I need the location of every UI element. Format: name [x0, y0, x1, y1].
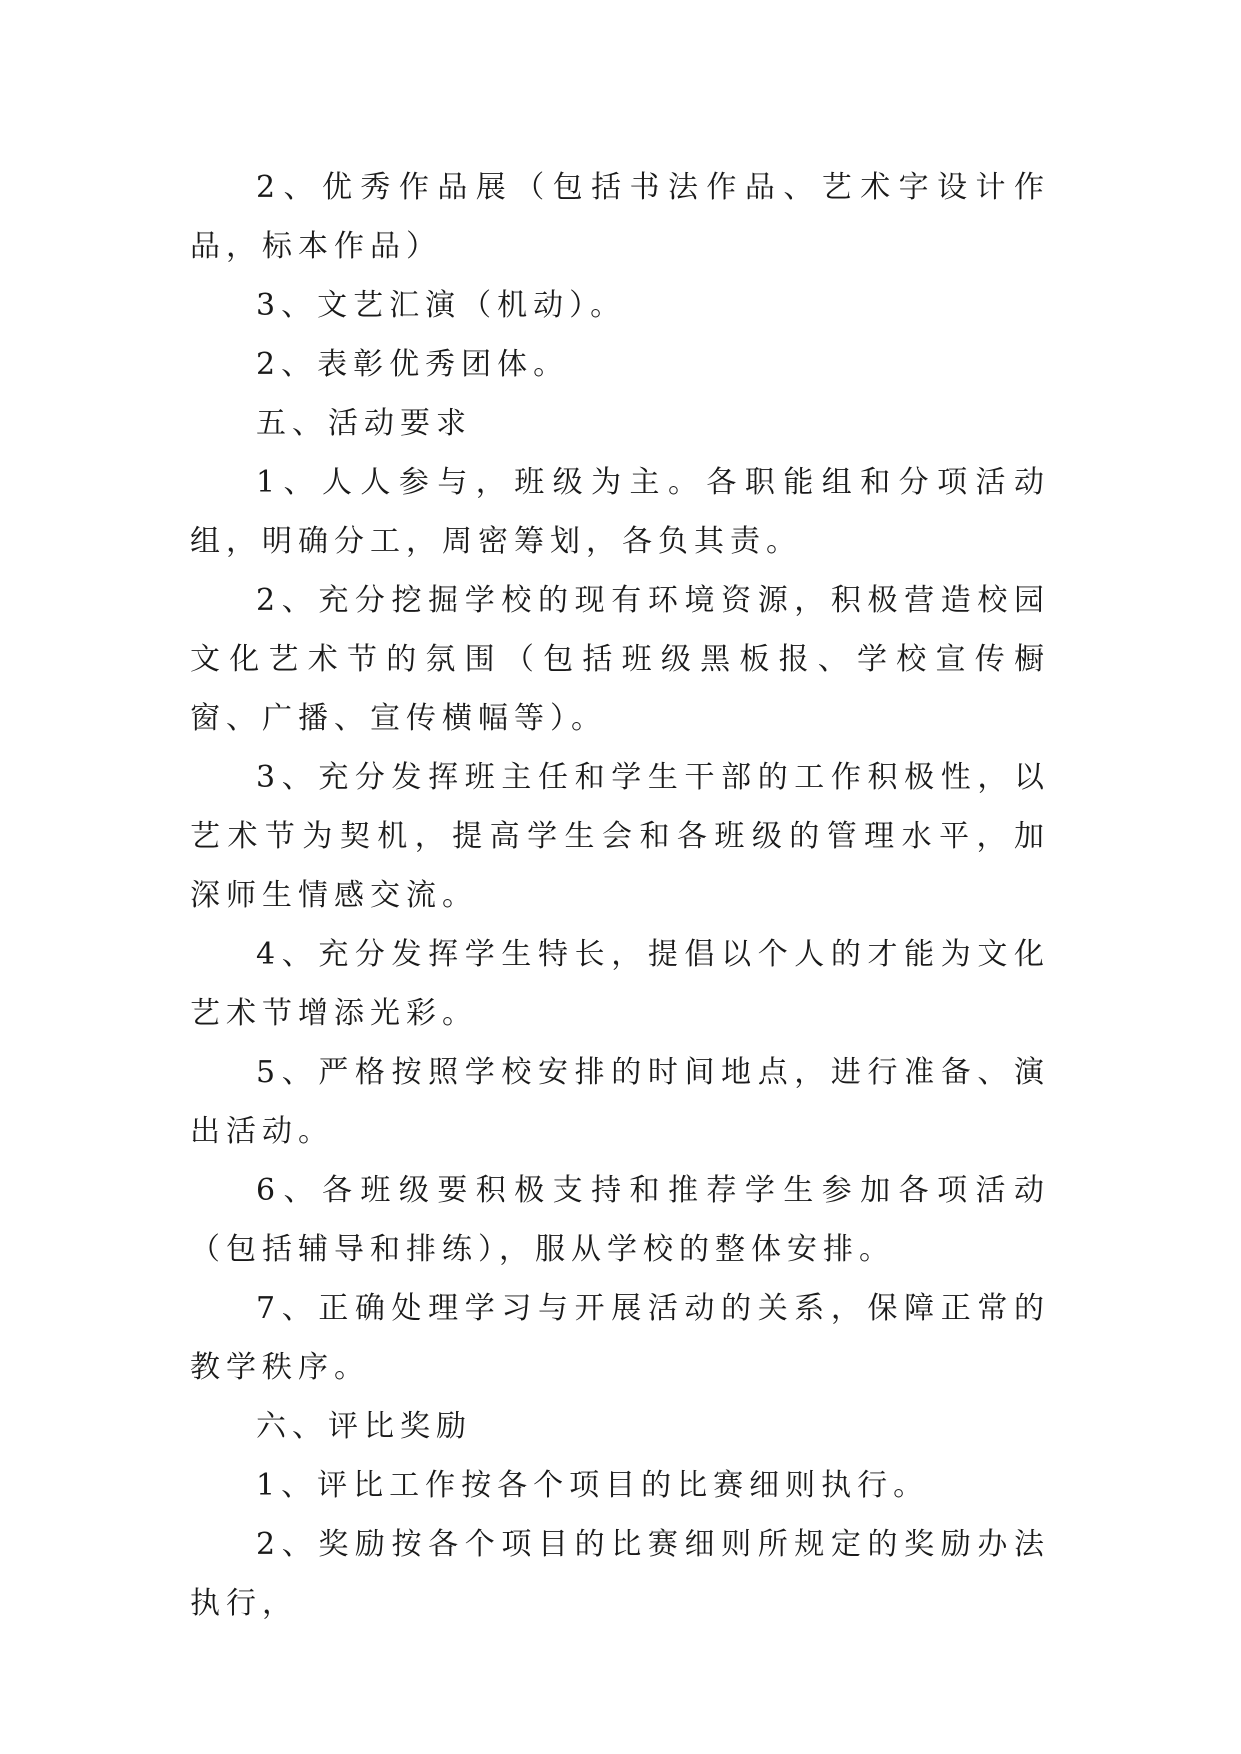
paragraph-requirement-1: 1、人人参与，班级为主。各职能组和分项活动组，明确分工，周密筹划，各负其责。 — [190, 465, 1050, 559]
paragraph-requirement-6: 6、各班级要积极支持和推荐学生参加各项活动（包括辅导和排练），服从学校的整体安排。 — [190, 1173, 1050, 1267]
section-heading-activity-requirements: 五、活动要求 — [256, 406, 472, 441]
document-body — [190, 158, 1050, 1633]
paragraph-requirement-4: 4、充分发挥学生特长，提倡以个人的才能为文化艺术节增添光彩。 — [190, 937, 1050, 1031]
paragraph-excellent-works-exhibition: 2、优秀作品展（包括书法作品、艺术字设计作品，标本作品） — [190, 170, 1050, 264]
paragraph-requirement-2: 2、充分挖掘学校的现有环境资源，积极营造校园文化艺术节的氛围（包括班级黑板报、学校宣传橱窗、广播、宣传横幅等）。 — [190, 583, 1050, 736]
paragraph-requirement-5: 5、严格按照学校安排的时间地点，进行准备、演出活动。 — [190, 1055, 1050, 1149]
paragraph-commend-groups: 2、表彰优秀团体。 — [256, 347, 570, 382]
section-heading-evaluation-awards: 六、评比奖励 — [256, 1409, 472, 1444]
paragraph-arts-performance: 3、文艺汇演（机动）。 — [256, 288, 627, 323]
paragraph-award-1: 1、评比工作按各个项目的比赛细则执行。 — [256, 1468, 930, 1503]
paragraph-award-2: 2、奖励按各个项目的比赛细则所规定的奖励办法执行， — [190, 1527, 1050, 1621]
paragraph-requirement-3: 3、充分发挥班主任和学生干部的工作积极性，以艺术节为契机，提高学生会和各班级的管理水平，加深师生情感交流。 — [190, 760, 1050, 913]
paragraph-requirement-7: 7、正确处理学习与开展活动的关系，保障正常的教学秩序。 — [190, 1291, 1050, 1385]
